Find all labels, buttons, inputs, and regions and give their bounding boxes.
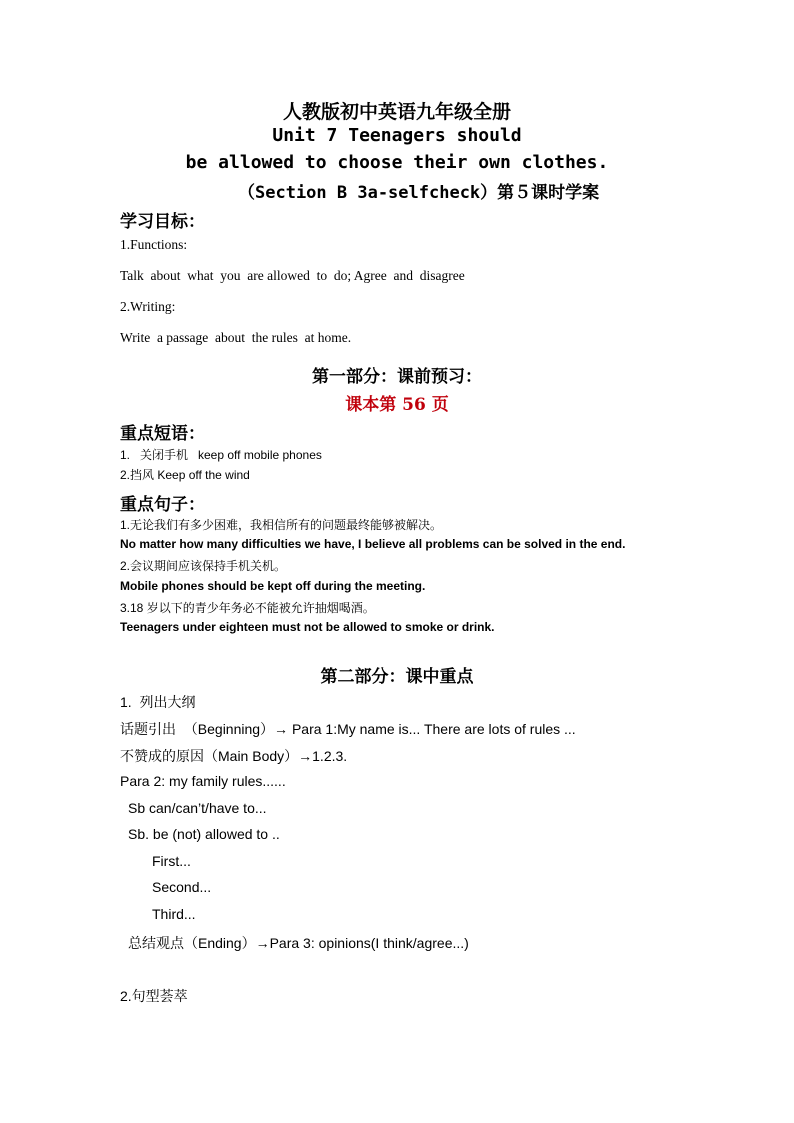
objective-item-1-detail: Talk about what you are allowed to do; Agree and disagree	[120, 268, 465, 283]
sentence-cn: 2.会议期间应该保持手机关机。	[120, 559, 287, 573]
sentence-en: No matter how many difficulties we have, I believe all problems can be solved in the end.	[120, 537, 626, 551]
sentence-cn: 1.无论我们有多少困难，我相信所有的问题最终能够被解决。	[120, 518, 443, 532]
phrase-item: 1. 关闭手机 keep off mobile phones	[120, 448, 322, 462]
part2-heading: 第二部分：课中重点	[320, 667, 474, 687]
outline-line: 话题引出 （Beginning）→ Para 1:My name is... There are lots of rules ...	[120, 721, 576, 737]
outline-line: Sb can/can’t/have to...	[128, 800, 267, 816]
sentences-heading: 重点句子：	[120, 495, 205, 515]
outline-line: Sb. be (not) allowed to ..	[128, 826, 280, 842]
section-2-title: 2.句型荟萃	[120, 988, 188, 1004]
phrases-heading: 重点短语：	[120, 424, 205, 444]
outline-line: First...	[152, 853, 191, 869]
objective-item-2: 2.Writing:	[120, 299, 176, 314]
textbook-page-reference: 课本第 56 页	[345, 395, 449, 415]
outline-line: 总结观点（Ending）→Para 3: opinions(I think/agree...)	[128, 935, 469, 951]
unit-title-continued: be allowed to choose their own clothes.	[185, 152, 609, 173]
objectives-heading: 学习目标：	[120, 212, 205, 232]
phrase-item: 2.挡风 Keep off the wind	[120, 468, 250, 482]
sentence-en: Mobile phones should be kept off during the meeting.	[120, 579, 426, 593]
outline-line: Para 2: my family rules......	[120, 773, 286, 789]
outline-title: 1. 列出大纲	[120, 694, 196, 710]
outline-line: 不赞成的原因（Main Body）→1.2.3.	[120, 748, 348, 764]
objective-item-1: 1.Functions:	[120, 237, 188, 252]
objective-item-2-detail: Write a passage about the rules at home.	[120, 330, 352, 345]
unit-title: Unit 7 Teenagers should	[272, 125, 522, 146]
document-title: 人教版初中英语九年级全册	[282, 101, 511, 123]
part1-heading: 第一部分：课前预习：	[312, 367, 482, 387]
section-subtitle: （Section B 3a-selfcheck）第５课时学案	[238, 183, 600, 203]
outline-line: Third...	[152, 906, 196, 922]
sentence-cn: 3.18 岁以下的青少年务必不能被允许抽烟喝酒。	[120, 601, 375, 615]
sentence-en: Teenagers under eighteen must not be allowed to smoke or drink.	[120, 620, 495, 634]
outline-line: Second...	[152, 879, 212, 895]
